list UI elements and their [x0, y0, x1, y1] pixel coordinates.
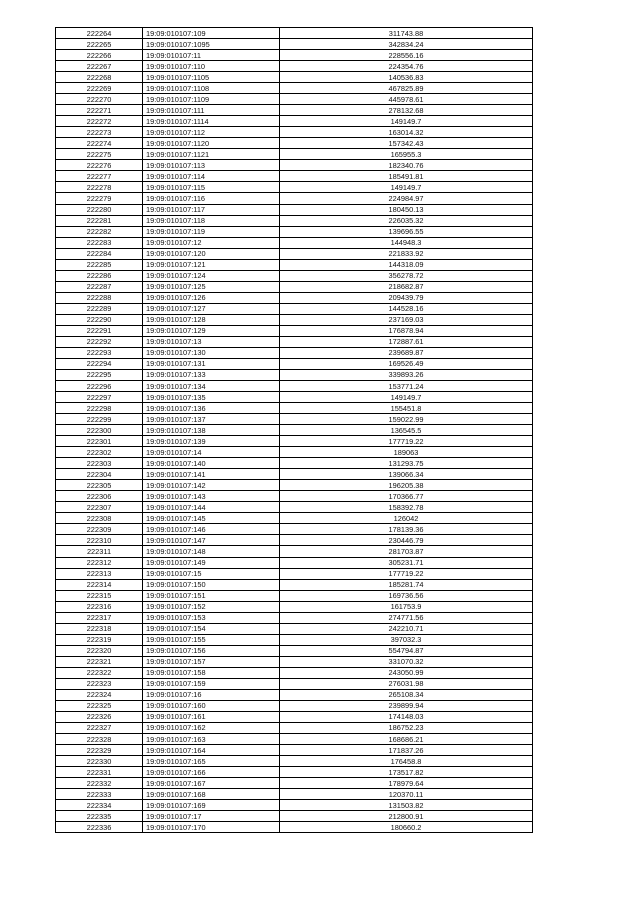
value-cell: 155451.8 — [280, 403, 533, 414]
data-table — [55, 27, 533, 833]
row-number-cell: 222316 — [56, 601, 143, 612]
cadastral-number-cell: 19:09:010107:119 — [143, 226, 280, 237]
value-cell: 224354.76 — [280, 61, 533, 72]
value-cell: 140536.83 — [280, 72, 533, 83]
row-number-cell: 222308 — [56, 513, 143, 524]
table-row — [56, 226, 533, 237]
value-cell: 161753.9 — [280, 601, 533, 612]
row-number-cell: 222292 — [56, 336, 143, 347]
cadastral-number-cell: 19:09:010107:114 — [143, 171, 280, 182]
row-number-cell: 222290 — [56, 314, 143, 325]
value-cell: 305231.71 — [280, 557, 533, 568]
table-row — [56, 259, 533, 270]
table-row — [56, 623, 533, 634]
value-cell: 218682.87 — [280, 281, 533, 292]
value-cell: 136545.5 — [280, 425, 533, 436]
table-row — [56, 105, 533, 116]
cadastral-number-cell: 19:09:010107:1120 — [143, 138, 280, 149]
table-row — [56, 369, 533, 380]
row-number-cell: 222294 — [56, 358, 143, 369]
table-row — [56, 248, 533, 259]
row-number-cell: 222285 — [56, 259, 143, 270]
value-cell: 339893.26 — [280, 369, 533, 380]
value-cell: 169526.49 — [280, 358, 533, 369]
value-cell: 149149.7 — [280, 116, 533, 127]
table-row — [56, 171, 533, 182]
table-row — [56, 138, 533, 149]
row-number-cell: 222291 — [56, 325, 143, 336]
value-cell: 176458.8 — [280, 756, 533, 767]
value-cell: 209439.79 — [280, 292, 533, 303]
value-cell: 224984.97 — [280, 193, 533, 204]
value-cell: 163014.32 — [280, 127, 533, 138]
table-row — [56, 215, 533, 226]
value-cell: 171837.26 — [280, 745, 533, 756]
row-number-cell: 222335 — [56, 811, 143, 822]
cadastral-number-cell: 19:09:010107:11 — [143, 50, 280, 61]
table-row — [56, 28, 533, 39]
table-row — [56, 612, 533, 623]
row-number-cell: 222332 — [56, 778, 143, 789]
value-cell: 265108.34 — [280, 689, 533, 700]
cadastral-number-cell: 19:09:010107:148 — [143, 546, 280, 557]
table-row — [56, 568, 533, 579]
value-cell: 158392.78 — [280, 502, 533, 513]
cadastral-number-cell: 19:09:010107:16 — [143, 689, 280, 700]
value-cell: 180450.13 — [280, 204, 533, 215]
row-number-cell: 222329 — [56, 745, 143, 756]
value-cell: 126042 — [280, 513, 533, 524]
row-number-cell: 222268 — [56, 72, 143, 83]
row-number-cell: 222288 — [56, 292, 143, 303]
row-number-cell: 222295 — [56, 369, 143, 380]
row-number-cell: 222266 — [56, 50, 143, 61]
table-row — [56, 270, 533, 281]
row-number-cell: 222302 — [56, 447, 143, 458]
value-cell: 274771.56 — [280, 612, 533, 623]
row-number-cell: 222309 — [56, 524, 143, 535]
table-row — [56, 734, 533, 745]
cadastral-number-cell: 19:09:010107:165 — [143, 756, 280, 767]
cadastral-number-cell: 19:09:010107:146 — [143, 524, 280, 535]
table-row — [56, 634, 533, 645]
value-cell: 149149.7 — [280, 392, 533, 403]
cadastral-number-cell: 19:09:010107:143 — [143, 491, 280, 502]
cadastral-number-cell: 19:09:010107:14 — [143, 447, 280, 458]
cadastral-number-cell: 19:09:010107:156 — [143, 645, 280, 656]
table-row — [56, 72, 533, 83]
row-number-cell: 222264 — [56, 28, 143, 39]
cadastral-number-cell: 19:09:010107:137 — [143, 414, 280, 425]
value-cell: 226035.32 — [280, 215, 533, 226]
value-cell: 189063 — [280, 447, 533, 458]
cadastral-number-cell: 19:09:010107:166 — [143, 767, 280, 778]
value-cell: 174148.03 — [280, 711, 533, 722]
table-row — [56, 39, 533, 50]
row-number-cell: 222283 — [56, 237, 143, 248]
cadastral-number-cell: 19:09:010107:109 — [143, 28, 280, 39]
value-cell: 281703.87 — [280, 546, 533, 557]
cadastral-number-cell: 19:09:010107:134 — [143, 381, 280, 392]
row-number-cell: 222280 — [56, 204, 143, 215]
table-row — [56, 160, 533, 171]
cadastral-number-cell: 19:09:010107:113 — [143, 160, 280, 171]
row-number-cell: 222307 — [56, 502, 143, 513]
row-number-cell: 222298 — [56, 403, 143, 414]
row-number-cell: 222282 — [56, 226, 143, 237]
cadastral-number-cell: 19:09:010107:1114 — [143, 116, 280, 127]
value-cell: 397032.3 — [280, 634, 533, 645]
value-cell: 185491.81 — [280, 171, 533, 182]
value-cell: 186752.23 — [280, 722, 533, 733]
cadastral-number-cell: 19:09:010107:154 — [143, 623, 280, 634]
table-row — [56, 480, 533, 491]
cadastral-number-cell: 19:09:010107:115 — [143, 182, 280, 193]
row-number-cell: 222265 — [56, 39, 143, 50]
row-number-cell: 222300 — [56, 425, 143, 436]
row-number-cell: 222327 — [56, 722, 143, 733]
value-cell: 177719.22 — [280, 568, 533, 579]
table-row — [56, 557, 533, 568]
cadastral-number-cell: 19:09:010107:161 — [143, 711, 280, 722]
value-cell: 239689.87 — [280, 347, 533, 358]
cadastral-number-cell: 19:09:010107:127 — [143, 303, 280, 314]
table-row — [56, 722, 533, 733]
row-number-cell: 222326 — [56, 711, 143, 722]
row-number-cell: 222319 — [56, 634, 143, 645]
cadastral-number-cell: 19:09:010107:153 — [143, 612, 280, 623]
table-row — [56, 447, 533, 458]
table-row — [56, 204, 533, 215]
value-cell: 144528.16 — [280, 303, 533, 314]
row-number-cell: 222310 — [56, 535, 143, 546]
row-number-cell: 222305 — [56, 480, 143, 491]
cadastral-number-cell: 19:09:010107:164 — [143, 745, 280, 756]
cadastral-number-cell: 19:09:010107:139 — [143, 436, 280, 447]
table-row — [56, 336, 533, 347]
value-cell: 120370.11 — [280, 789, 533, 800]
table-row — [56, 436, 533, 447]
value-cell: 176878.94 — [280, 325, 533, 336]
row-number-cell: 222333 — [56, 789, 143, 800]
cadastral-number-cell: 19:09:010107:142 — [143, 480, 280, 491]
table-row — [56, 656, 533, 667]
table-body — [56, 28, 533, 833]
row-number-cell: 222323 — [56, 678, 143, 689]
cadastral-number-cell: 19:09:010107:167 — [143, 778, 280, 789]
row-number-cell: 222273 — [56, 127, 143, 138]
cadastral-number-cell: 19:09:010107:141 — [143, 469, 280, 480]
row-number-cell: 222322 — [56, 667, 143, 678]
row-number-cell: 222287 — [56, 281, 143, 292]
value-cell: 356278.72 — [280, 270, 533, 281]
row-number-cell: 222331 — [56, 767, 143, 778]
value-cell: 180660.2 — [280, 822, 533, 833]
cadastral-number-cell: 19:09:010107:129 — [143, 325, 280, 336]
row-number-cell: 222272 — [56, 116, 143, 127]
row-number-cell: 222312 — [56, 557, 143, 568]
value-cell: 157342.43 — [280, 138, 533, 149]
table-row — [56, 645, 533, 656]
value-cell: 131293.75 — [280, 458, 533, 469]
row-number-cell: 222334 — [56, 800, 143, 811]
table-row — [56, 347, 533, 358]
row-number-cell: 222330 — [56, 756, 143, 767]
table-row — [56, 358, 533, 369]
cadastral-number-cell: 19:09:010107:155 — [143, 634, 280, 645]
row-number-cell: 222314 — [56, 579, 143, 590]
table-row — [56, 711, 533, 722]
cadastral-number-cell: 19:09:010107:117 — [143, 204, 280, 215]
cadastral-number-cell: 19:09:010107:17 — [143, 811, 280, 822]
value-cell: 173517.82 — [280, 767, 533, 778]
row-number-cell: 222336 — [56, 822, 143, 833]
value-cell: 185281.74 — [280, 579, 533, 590]
value-cell: 230446.79 — [280, 535, 533, 546]
value-cell: 239899.94 — [280, 700, 533, 711]
table-row — [56, 237, 533, 248]
value-cell: 153771.24 — [280, 381, 533, 392]
cadastral-number-cell: 19:09:010107:13 — [143, 336, 280, 347]
cadastral-number-cell: 19:09:010107:15 — [143, 568, 280, 579]
row-number-cell: 222317 — [56, 612, 143, 623]
value-cell: 242210.71 — [280, 623, 533, 634]
value-cell: 445978.61 — [280, 94, 533, 105]
cadastral-number-cell: 19:09:010107:144 — [143, 502, 280, 513]
table-row — [56, 579, 533, 590]
row-number-cell: 222297 — [56, 392, 143, 403]
cadastral-number-cell: 19:09:010107:128 — [143, 314, 280, 325]
table-row — [56, 469, 533, 480]
row-number-cell: 222321 — [56, 656, 143, 667]
row-number-cell: 222278 — [56, 182, 143, 193]
table-row — [56, 314, 533, 325]
table-row — [56, 745, 533, 756]
cadastral-number-cell: 19:09:010107:1109 — [143, 94, 280, 105]
value-cell: 212800.91 — [280, 811, 533, 822]
row-number-cell: 222304 — [56, 469, 143, 480]
value-cell: 278132.68 — [280, 105, 533, 116]
table-row — [56, 535, 533, 546]
row-number-cell: 222284 — [56, 248, 143, 259]
table-row — [56, 767, 533, 778]
table-row — [56, 822, 533, 833]
row-number-cell: 222274 — [56, 138, 143, 149]
value-cell: 221833.92 — [280, 248, 533, 259]
cadastral-number-cell: 19:09:010107:130 — [143, 347, 280, 358]
value-cell: 168686.21 — [280, 734, 533, 745]
table-row — [56, 61, 533, 72]
row-number-cell: 222303 — [56, 458, 143, 469]
cadastral-number-cell: 19:09:010107:151 — [143, 590, 280, 601]
table-row — [56, 667, 533, 678]
cadastral-number-cell: 19:09:010107:112 — [143, 127, 280, 138]
table-row — [56, 458, 533, 469]
cadastral-number-cell: 19:09:010107:152 — [143, 601, 280, 612]
value-cell: 139696.55 — [280, 226, 533, 237]
cadastral-number-cell: 19:09:010107:169 — [143, 800, 280, 811]
cadastral-number-cell: 19:09:010107:170 — [143, 822, 280, 833]
cadastral-number-cell: 19:09:010107:121 — [143, 259, 280, 270]
cadastral-number-cell: 19:09:010107:158 — [143, 667, 280, 678]
row-number-cell: 222325 — [56, 700, 143, 711]
row-number-cell: 222313 — [56, 568, 143, 579]
cadastral-number-cell: 19:09:010107:136 — [143, 403, 280, 414]
value-cell: 276031.98 — [280, 678, 533, 689]
table-row — [56, 281, 533, 292]
cadastral-number-cell: 19:09:010107:1108 — [143, 83, 280, 94]
value-cell: 159022.99 — [280, 414, 533, 425]
table-row — [56, 700, 533, 711]
row-number-cell: 222328 — [56, 734, 143, 745]
value-cell: 169736.56 — [280, 590, 533, 601]
row-number-cell: 222324 — [56, 689, 143, 700]
table-row — [56, 546, 533, 557]
row-number-cell: 222269 — [56, 83, 143, 94]
table-row — [56, 590, 533, 601]
row-number-cell: 222275 — [56, 149, 143, 160]
cadastral-number-cell: 19:09:010107:160 — [143, 700, 280, 711]
table-row — [56, 425, 533, 436]
row-number-cell: 222271 — [56, 105, 143, 116]
value-cell: 228556.16 — [280, 50, 533, 61]
cadastral-number-cell: 19:09:010107:135 — [143, 392, 280, 403]
cadastral-number-cell: 19:09:010107:110 — [143, 61, 280, 72]
value-cell: 139066.34 — [280, 469, 533, 480]
value-cell: 182340.76 — [280, 160, 533, 171]
table-row — [56, 491, 533, 502]
row-number-cell: 222296 — [56, 381, 143, 392]
cadastral-number-cell: 19:09:010107:111 — [143, 105, 280, 116]
value-cell: 177719.22 — [280, 436, 533, 447]
value-cell: 467825.89 — [280, 83, 533, 94]
value-cell: 149149.7 — [280, 182, 533, 193]
row-number-cell: 222293 — [56, 347, 143, 358]
cadastral-number-cell: 19:09:010107:1105 — [143, 72, 280, 83]
row-number-cell: 222277 — [56, 171, 143, 182]
row-number-cell: 222318 — [56, 623, 143, 634]
cadastral-number-cell: 19:09:010107:131 — [143, 358, 280, 369]
table-row — [56, 414, 533, 425]
table-row — [56, 292, 533, 303]
table-row — [56, 756, 533, 767]
table-row — [56, 381, 533, 392]
row-number-cell: 222270 — [56, 94, 143, 105]
value-cell: 172887.61 — [280, 336, 533, 347]
table-row — [56, 127, 533, 138]
cadastral-number-cell: 19:09:010107:120 — [143, 248, 280, 259]
row-number-cell: 222311 — [56, 546, 143, 557]
row-number-cell: 222315 — [56, 590, 143, 601]
table-row — [56, 502, 533, 513]
cadastral-number-cell: 19:09:010107:125 — [143, 281, 280, 292]
value-cell: 170366.77 — [280, 491, 533, 502]
value-cell: 196205.38 — [280, 480, 533, 491]
row-number-cell: 222281 — [56, 215, 143, 226]
table-row — [56, 116, 533, 127]
cadastral-number-cell: 19:09:010107:140 — [143, 458, 280, 469]
cadastral-number-cell: 19:09:010107:168 — [143, 789, 280, 800]
value-cell: 554794.87 — [280, 645, 533, 656]
table-row — [56, 678, 533, 689]
row-number-cell: 222279 — [56, 193, 143, 204]
table-row — [56, 94, 533, 105]
cadastral-number-cell: 19:09:010107:145 — [143, 513, 280, 524]
table-row — [56, 182, 533, 193]
value-cell: 342834.24 — [280, 39, 533, 50]
row-number-cell: 222306 — [56, 491, 143, 502]
cadastral-number-cell: 19:09:010107:133 — [143, 369, 280, 380]
row-number-cell: 222289 — [56, 303, 143, 314]
table-row — [56, 303, 533, 314]
table-row — [56, 689, 533, 700]
cadastral-number-cell: 19:09:010107:1095 — [143, 39, 280, 50]
value-cell: 131503.82 — [280, 800, 533, 811]
table-row — [56, 50, 533, 61]
value-cell: 144318.09 — [280, 259, 533, 270]
cadastral-number-cell: 19:09:010107:126 — [143, 292, 280, 303]
row-number-cell: 222320 — [56, 645, 143, 656]
value-cell: 243050.99 — [280, 667, 533, 678]
cadastral-number-cell: 19:09:010107:118 — [143, 215, 280, 226]
value-cell: 178139.36 — [280, 524, 533, 535]
cadastral-number-cell: 19:09:010107:1121 — [143, 149, 280, 160]
cadastral-number-cell: 19:09:010107:147 — [143, 535, 280, 546]
table-row — [56, 524, 533, 535]
cadastral-number-cell: 19:09:010107:162 — [143, 722, 280, 733]
cadastral-number-cell: 19:09:010107:157 — [143, 656, 280, 667]
value-cell: 331070.32 — [280, 656, 533, 667]
cadastral-number-cell: 19:09:010107:159 — [143, 678, 280, 689]
value-cell: 237169.03 — [280, 314, 533, 325]
cadastral-number-cell: 19:09:010107:163 — [143, 734, 280, 745]
table-row — [56, 83, 533, 94]
value-cell: 144948.3 — [280, 237, 533, 248]
value-cell: 165955.3 — [280, 149, 533, 160]
value-cell: 311743.88 — [280, 28, 533, 39]
table-row — [56, 193, 533, 204]
row-number-cell: 222286 — [56, 270, 143, 281]
table-row — [56, 811, 533, 822]
row-number-cell: 222276 — [56, 160, 143, 171]
cadastral-number-cell: 19:09:010107:124 — [143, 270, 280, 281]
table-row — [56, 403, 533, 414]
cadastral-number-cell: 19:09:010107:138 — [143, 425, 280, 436]
row-number-cell: 222267 — [56, 61, 143, 72]
table-row — [56, 325, 533, 336]
table-row — [56, 800, 533, 811]
table-row — [56, 392, 533, 403]
row-number-cell: 222301 — [56, 436, 143, 447]
value-cell: 178979.64 — [280, 778, 533, 789]
table-row — [56, 513, 533, 524]
cadastral-number-cell: 19:09:010107:150 — [143, 579, 280, 590]
table-row — [56, 149, 533, 160]
cadastral-number-cell: 19:09:010107:12 — [143, 237, 280, 248]
cadastral-number-cell: 19:09:010107:149 — [143, 557, 280, 568]
cadastral-number-cell: 19:09:010107:116 — [143, 193, 280, 204]
row-number-cell: 222299 — [56, 414, 143, 425]
table-row — [56, 601, 533, 612]
table-row — [56, 789, 533, 800]
table-row — [56, 778, 533, 789]
